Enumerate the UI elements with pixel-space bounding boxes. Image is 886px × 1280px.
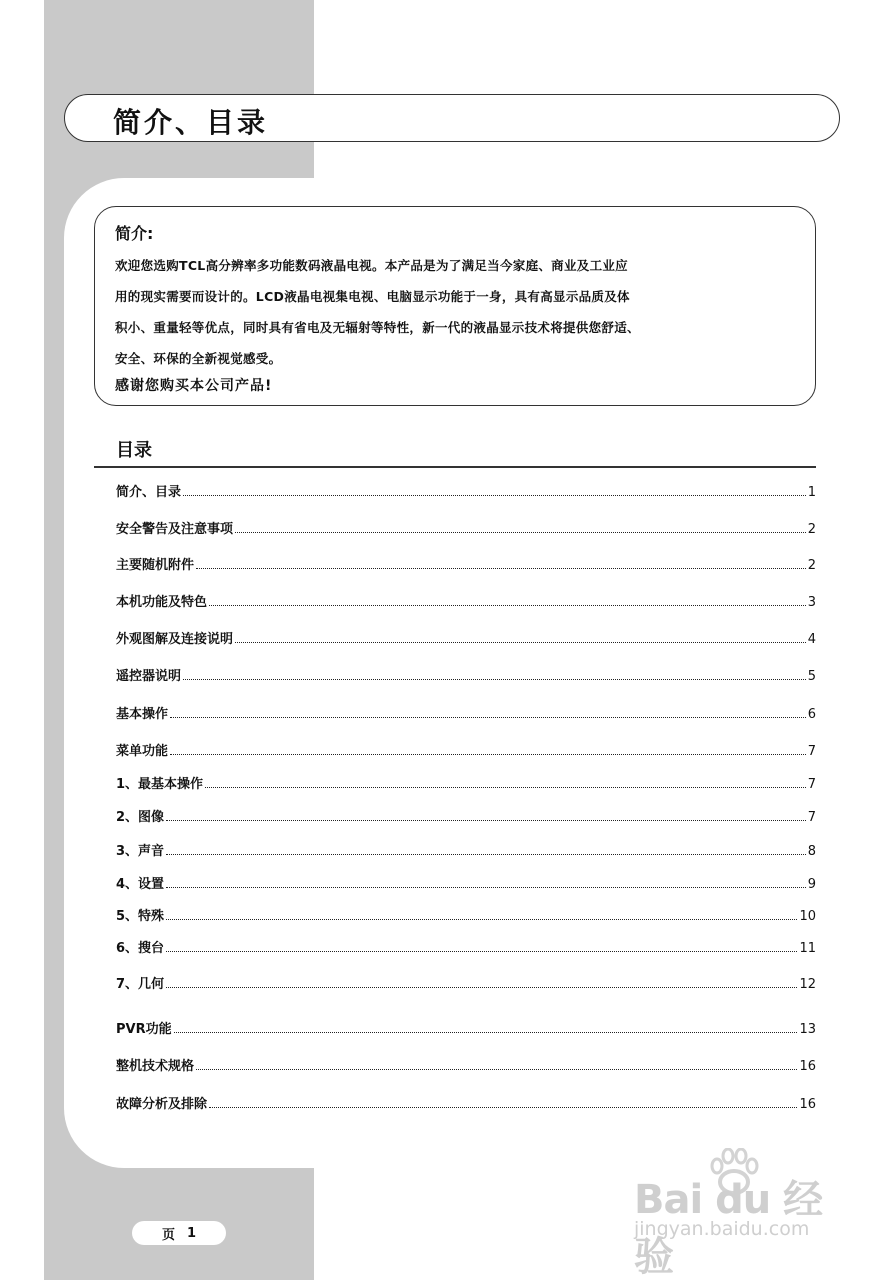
watermark-logo: Bai du 经验 bbox=[634, 1177, 823, 1280]
toc-leader-dots bbox=[183, 495, 806, 496]
toc-entry bbox=[116, 627, 816, 647]
toc-leader-dots bbox=[205, 787, 806, 788]
toc-leader-dots bbox=[166, 919, 797, 920]
watermark-url: jingyan.baidu.com bbox=[634, 1218, 810, 1240]
toc-entry bbox=[116, 702, 816, 722]
toc-leader-dots bbox=[166, 854, 806, 855]
toc-entry-page: 16 bbox=[799, 1059, 816, 1074]
toc-entry-label: 安全警告及注意事项 bbox=[116, 522, 234, 537]
toc-leader-dots bbox=[170, 754, 806, 755]
toc-entry bbox=[116, 772, 816, 792]
toc-entry-label: 故障分析及排除 bbox=[116, 1097, 208, 1112]
toc-leader-dots bbox=[235, 532, 806, 533]
toc-entry-label: 整机技术规格 bbox=[116, 1059, 195, 1074]
toc-entry-page: 2 bbox=[807, 522, 816, 537]
toc-heading: 目录 bbox=[116, 440, 152, 461]
toc-entry bbox=[116, 1017, 816, 1037]
toc-entry bbox=[116, 517, 816, 537]
toc-leader-dots bbox=[196, 1069, 797, 1070]
toc-entry-label: 7、几何 bbox=[116, 977, 165, 992]
toc-entry-page: 12 bbox=[799, 977, 816, 992]
toc-entry-page: 6 bbox=[807, 707, 816, 722]
watermark bbox=[612, 1146, 842, 1280]
page-number-tab bbox=[132, 1221, 226, 1245]
page-number: 1 bbox=[186, 1225, 197, 1241]
toc-entry-page: 16 bbox=[799, 1097, 816, 1112]
toc-entry-label: 主要随机附件 bbox=[116, 558, 195, 573]
toc-entry-page: 2 bbox=[807, 558, 816, 573]
toc-entry bbox=[116, 972, 816, 992]
toc-entry-label: 本机功能及特色 bbox=[116, 595, 208, 610]
toc-entry-label: 4、设置 bbox=[116, 877, 165, 892]
intro-line: 用的现实需要而设计的。LCD液晶电视集电视、电脑显示功能于一身，具有高显示品质及体 bbox=[115, 289, 630, 304]
intro-heading: 简介: bbox=[115, 224, 154, 243]
toc-entry bbox=[116, 553, 816, 573]
toc-entry-label: 简介、目录 bbox=[116, 485, 182, 500]
title-bar bbox=[64, 94, 840, 142]
toc-entry-page: 8 bbox=[807, 844, 816, 859]
toc-entry-label: 5、特殊 bbox=[116, 909, 165, 924]
toc-leader-dots bbox=[166, 820, 806, 821]
toc-entry-label: 1、最基本操作 bbox=[116, 777, 204, 792]
toc-entry-page: 4 bbox=[807, 632, 816, 647]
toc-leader-dots bbox=[170, 717, 806, 718]
page-word: 页 bbox=[161, 1227, 175, 1243]
toc-leader-dots bbox=[183, 679, 806, 680]
toc-entry bbox=[116, 664, 816, 684]
toc-entry-page: 7 bbox=[807, 744, 816, 759]
toc-entry-page: 7 bbox=[807, 777, 816, 792]
toc-entry-label: 菜单功能 bbox=[116, 744, 169, 759]
toc-entry-page: 7 bbox=[807, 810, 816, 825]
toc-entry bbox=[116, 904, 816, 924]
toc-entry bbox=[116, 839, 816, 859]
toc-leader-dots bbox=[209, 605, 806, 606]
toc-divider bbox=[94, 466, 816, 468]
toc-entry-label: 外观图解及连接说明 bbox=[116, 632, 234, 647]
toc-entry-page: 9 bbox=[807, 877, 816, 892]
toc-leader-dots bbox=[166, 951, 797, 952]
toc-entry-page: 5 bbox=[807, 669, 816, 684]
toc-entry bbox=[116, 936, 816, 956]
toc-entry bbox=[116, 480, 816, 500]
toc-entry-label: PVR功能 bbox=[116, 1022, 172, 1037]
intro-line: 欢迎您选购TCL高分辨率多功能数码液晶电视。本产品是为了满足当今家庭、商业及工业应 bbox=[115, 258, 628, 273]
toc-entry-label: 遥控器说明 bbox=[116, 669, 182, 684]
toc-entry bbox=[116, 1092, 816, 1112]
toc-entry bbox=[116, 872, 816, 892]
toc-entry-label: 6、搜台 bbox=[116, 941, 165, 956]
toc-leader-dots bbox=[166, 887, 806, 888]
toc-leader-dots bbox=[166, 987, 797, 988]
toc-entry-label: 2、图像 bbox=[116, 810, 165, 825]
toc-entry-page: 13 bbox=[799, 1022, 816, 1037]
intro-box bbox=[94, 206, 816, 406]
toc-entry-page: 3 bbox=[807, 595, 816, 610]
intro-thanks: 感谢您购买本公司产品! bbox=[115, 378, 273, 394]
toc-entry bbox=[116, 1054, 816, 1074]
toc-entry-label: 基本操作 bbox=[116, 707, 169, 722]
intro-line: 安全、环保的全新视觉感受。 bbox=[115, 351, 282, 366]
toc-entry bbox=[116, 590, 816, 610]
page-title: 简介、目录 bbox=[113, 106, 269, 139]
toc-entry-page: 10 bbox=[799, 909, 816, 924]
toc-leader-dots bbox=[174, 1032, 798, 1033]
toc-entry bbox=[116, 739, 816, 759]
toc-entry bbox=[116, 805, 816, 825]
toc-leader-dots bbox=[196, 568, 806, 569]
toc-entry-page: 11 bbox=[799, 941, 816, 956]
toc-entry-label: 3、声音 bbox=[116, 844, 165, 859]
intro-line: 积小、重量轻等优点，同时具有省电及无辐射等特性，新一代的液晶显示技术将提供您舒适、 bbox=[115, 320, 640, 335]
toc-leader-dots bbox=[209, 1107, 797, 1108]
toc-entry-page: 1 bbox=[807, 485, 816, 500]
toc-leader-dots bbox=[235, 642, 806, 643]
